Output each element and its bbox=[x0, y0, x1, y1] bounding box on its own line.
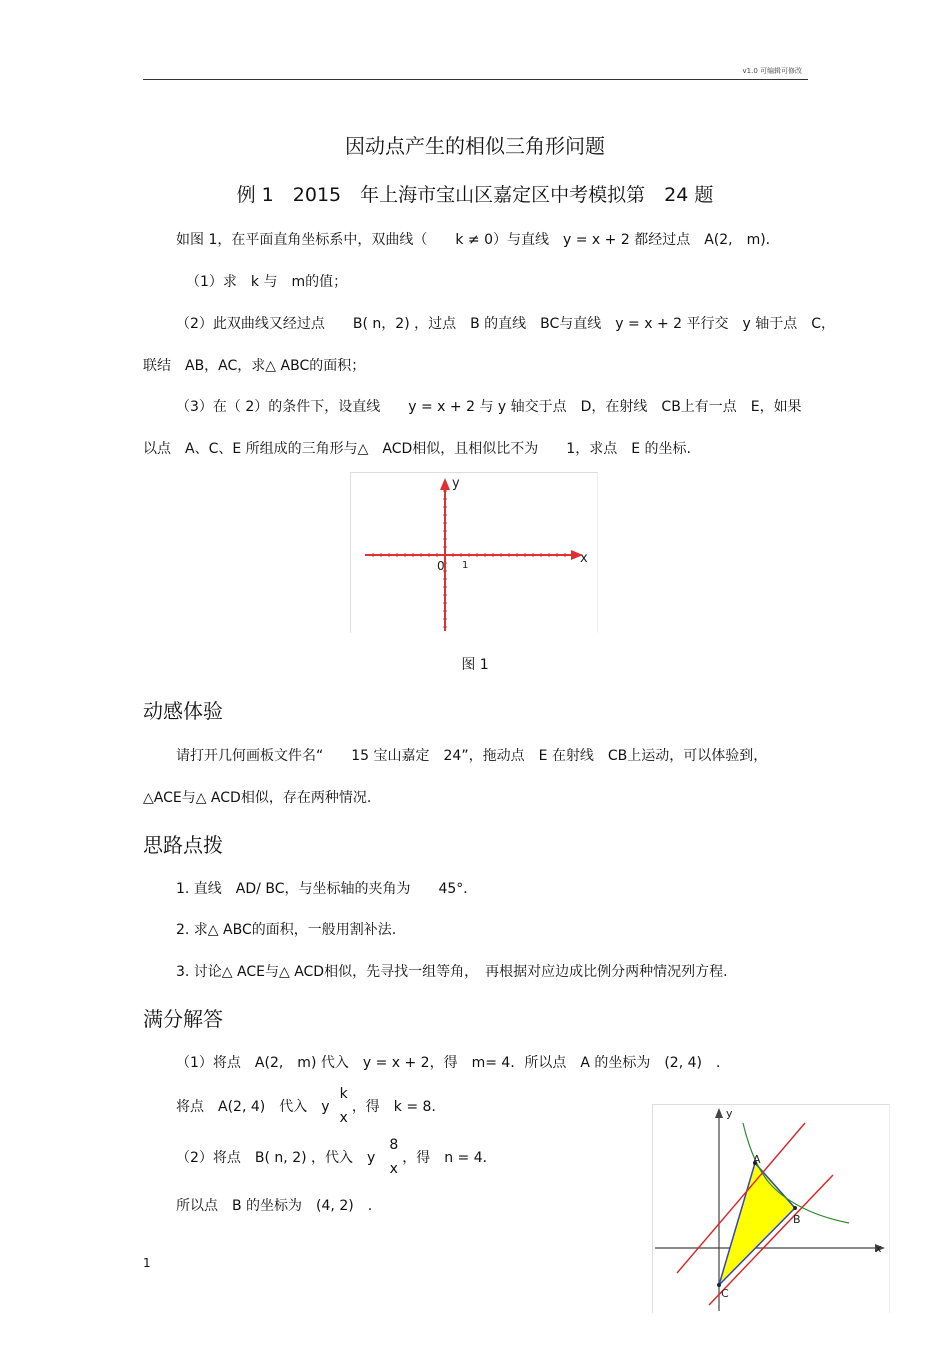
fraction-numerator: 8 bbox=[389, 1137, 399, 1153]
figure-1-origin-label: 0 bbox=[437, 559, 445, 573]
triangle-abc bbox=[719, 1163, 795, 1285]
figure-1-x-label: x bbox=[580, 551, 588, 566]
figure-2 bbox=[652, 1104, 890, 1313]
fraction-numerator: k bbox=[339, 1086, 348, 1102]
section-heading-dynamic: 动感体验 bbox=[143, 699, 223, 723]
point-b-dot bbox=[793, 1206, 797, 1210]
question-3-line-2: 以点 A、C、E 所组成的三角形与△ ACD相似，且相似比不为 1，求点 E 的坐标. bbox=[143, 441, 691, 457]
y-axis-arrow-icon bbox=[440, 478, 450, 490]
fraction-k-over-x bbox=[340, 1082, 348, 1130]
question-3-line-1: （3）在（ 2）的条件下，设直线 y = x + 2 与 y 轴交于点 D，在射线 CB上有一点 E，如果 bbox=[176, 399, 802, 415]
question-2-line-1: （2）此双曲线又经过点 B( n，2) ，过点 B 的直线 BC与直线 y = x + 2 平行交 y 轴于点 C， bbox=[176, 316, 836, 332]
section-heading-solution: 满分解答 bbox=[143, 1007, 223, 1031]
figure-2-y-label: y bbox=[726, 1107, 733, 1120]
solution-step-2-result: ，得 k = 8． bbox=[351, 1099, 446, 1115]
page-number: 1 bbox=[143, 1256, 151, 1270]
hint-item-2: 2. 求△ ABC的面积，一般用割补法. bbox=[176, 922, 397, 938]
figure-1-tick-label: 1 bbox=[462, 560, 469, 571]
example-heading: 例 1 2015 年上海市宝山区嘉定区中考模拟第 24 题 bbox=[236, 184, 714, 206]
figure-1-axes bbox=[351, 473, 597, 633]
figure-1-caption: 图 1 bbox=[461, 657, 489, 673]
fraction-denominator: x bbox=[339, 1110, 348, 1126]
solution-step-3-result: ，得 n = 4． bbox=[402, 1150, 497, 1166]
hint-item-1: 1. 直线 AD/ BC，与坐标轴的夹角为 45°． bbox=[176, 881, 478, 897]
solution-step-2 bbox=[176, 1082, 445, 1130]
figure-2-x-label: x bbox=[875, 1242, 882, 1255]
solution-step-4: 所以点 B 的坐标为 (4, 2) . bbox=[176, 1198, 373, 1214]
solution-step-1: （1）将点 A(2, m) 代入 y = x + 2，得 m= 4．所以点 A 的坐标为 (2, 4) ． bbox=[176, 1055, 730, 1071]
question-2-line-2: 联结 AB，AC，求△ ABC的面积； bbox=[143, 358, 366, 374]
fraction-denominator: x bbox=[389, 1161, 398, 1177]
header-version: v1.0 可编辑可修改 bbox=[742, 67, 802, 75]
hint-item-3: 3. 讨论△ ACE与△ ACD相似，先寻找一组等角， 再根据对应边成比例分两种情况列方程. bbox=[176, 964, 728, 980]
dynamic-line-2: △ACE与△ ACD相似，存在两种情况. bbox=[143, 790, 372, 806]
section-heading-hints: 思路点拨 bbox=[143, 833, 223, 857]
solution-step-3-text: （2）将点 B( n, 2) ，代入 y bbox=[176, 1150, 376, 1166]
header-rule bbox=[143, 79, 808, 80]
question-1: （1）求 k 与 m的值； bbox=[186, 274, 348, 290]
figure-1-y-label: y bbox=[452, 476, 460, 491]
solution-step-2-text: 将点 A(2, 4) 代入 y bbox=[176, 1099, 330, 1115]
dynamic-line-1: 请打开几何画板文件名“ 15 宝山嘉定 24”，拖动点 E 在射线 CB上运动，可以体验到， bbox=[176, 748, 768, 764]
point-b-label: B bbox=[793, 1213, 801, 1226]
solution-step-3 bbox=[176, 1133, 497, 1181]
point-a-label: A bbox=[753, 1153, 761, 1166]
figure-2-graph bbox=[653, 1105, 889, 1313]
point-c-label: C bbox=[721, 1287, 729, 1300]
figure-2-y-arrow-icon bbox=[715, 1108, 723, 1118]
fraction-8-over-x bbox=[389, 1133, 398, 1181]
figure-1 bbox=[350, 472, 598, 633]
page-title: 因动点产生的相似三角形问题 bbox=[345, 134, 605, 158]
problem-intro: 如图 1，在平面直角坐标系中，双曲线（ k ≠ 0）与直线 y = x + 2 都经过点 A(2, m)． bbox=[176, 232, 780, 248]
